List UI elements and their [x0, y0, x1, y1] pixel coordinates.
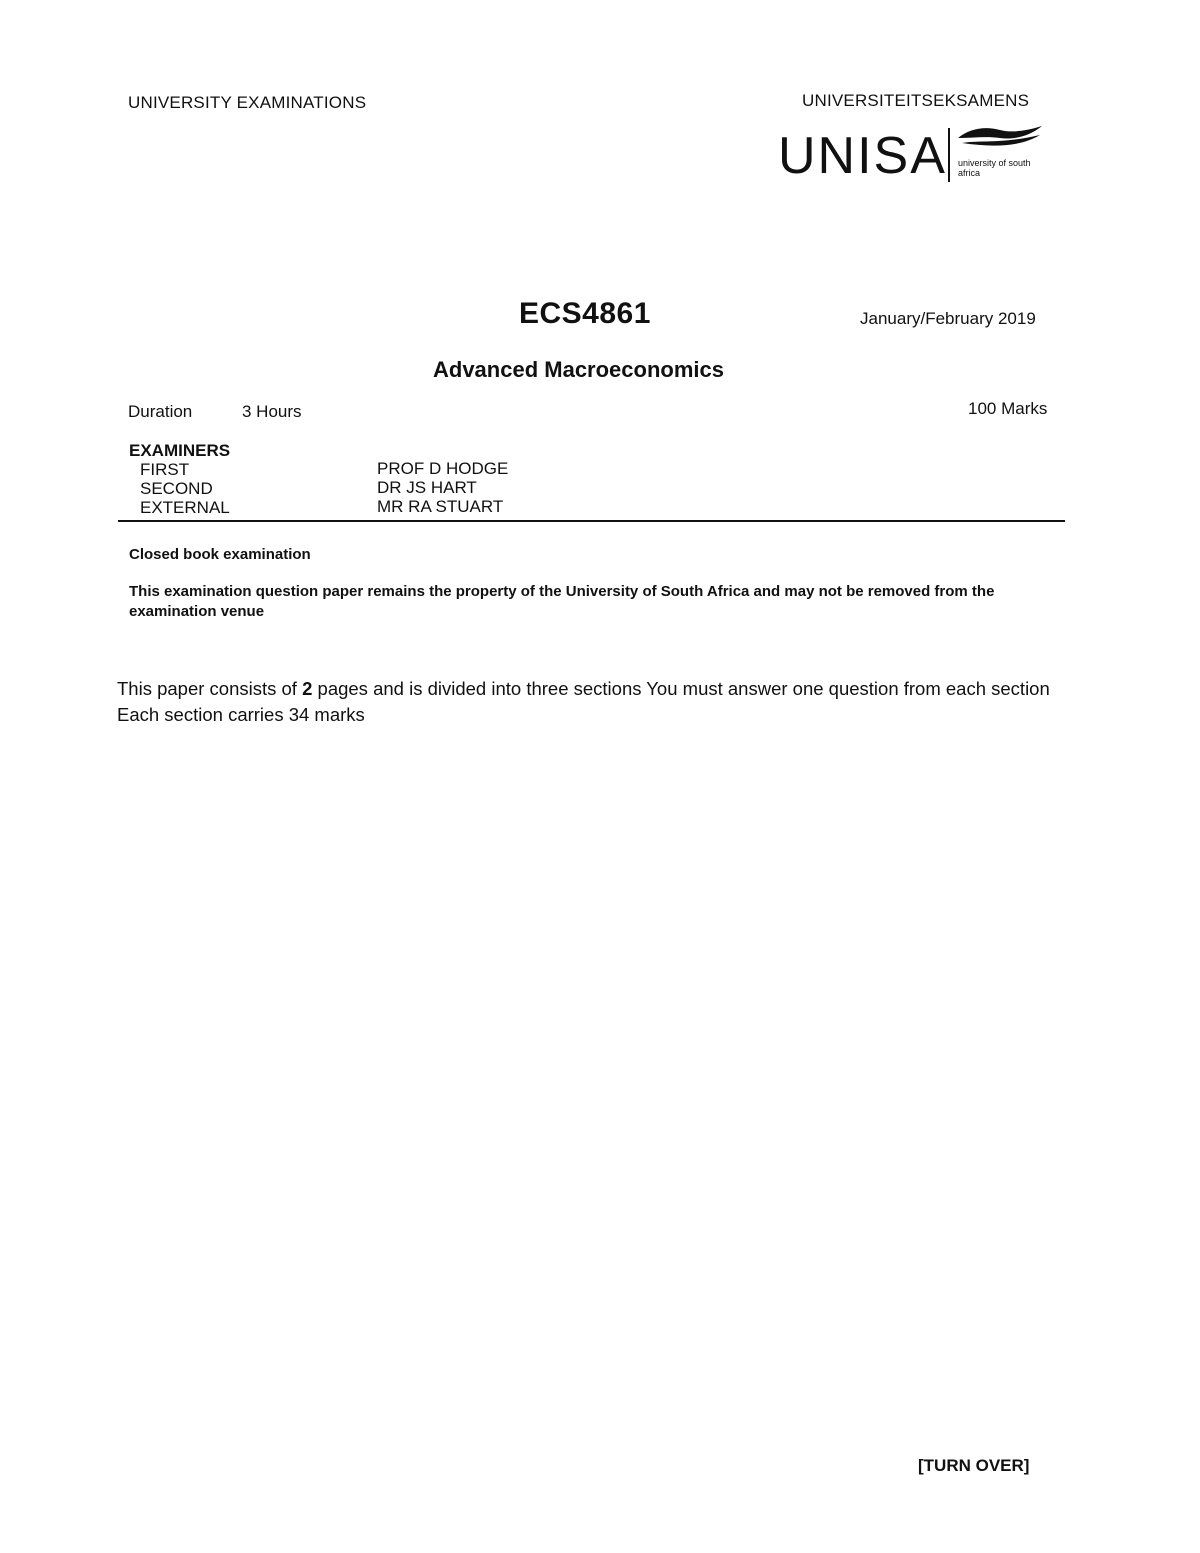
module-code: ECS4861: [519, 297, 651, 330]
instructions-text: pages and is divided into three sections You must answer one question from each section Each section carries 34 marks: [117, 678, 1050, 725]
unisa-logo: [778, 124, 1048, 186]
examiner-role: SECOND: [140, 479, 213, 498]
logo-divider: [948, 128, 950, 182]
logo-wordmark: UNISA: [778, 127, 947, 185]
page-count: 2: [302, 678, 313, 699]
paper-instructions: [117, 676, 1067, 728]
examiner-name: PROF D HODGE: [377, 459, 509, 478]
header-right-title: UNIVERSITEITSEKSAMENS: [802, 91, 1030, 110]
duration-value: 3 Hours: [242, 402, 302, 421]
examiner-name: MR RA STUART: [377, 497, 504, 516]
examiner-name: DR JS HART: [377, 478, 477, 497]
instructions-text: This paper consists of: [117, 678, 303, 699]
bird-icon: [956, 124, 1044, 154]
header-left-title: UNIVERSITY EXAMINATIONS: [128, 93, 367, 112]
exam-session: January/February 2019: [860, 309, 1036, 328]
examiner-role: EXTERNAL: [140, 498, 230, 517]
header-divider: [118, 520, 1065, 522]
closed-book-notice: Closed book examination: [129, 546, 311, 563]
turn-over-label: [TURN OVER]: [918, 1456, 1030, 1475]
property-notice: This examination question paper remains the property of the University of South Africa and may not be removed from the examination venue: [129, 583, 995, 620]
total-marks: 100 Marks: [968, 399, 1048, 418]
logo-subtitle: university of south africa: [958, 158, 1031, 178]
examiner-role: FIRST: [140, 460, 190, 479]
module-title: Advanced Macroeconomics: [433, 357, 724, 382]
examiners-heading: EXAMINERS: [129, 441, 231, 460]
duration-label: Duration: [128, 402, 193, 421]
